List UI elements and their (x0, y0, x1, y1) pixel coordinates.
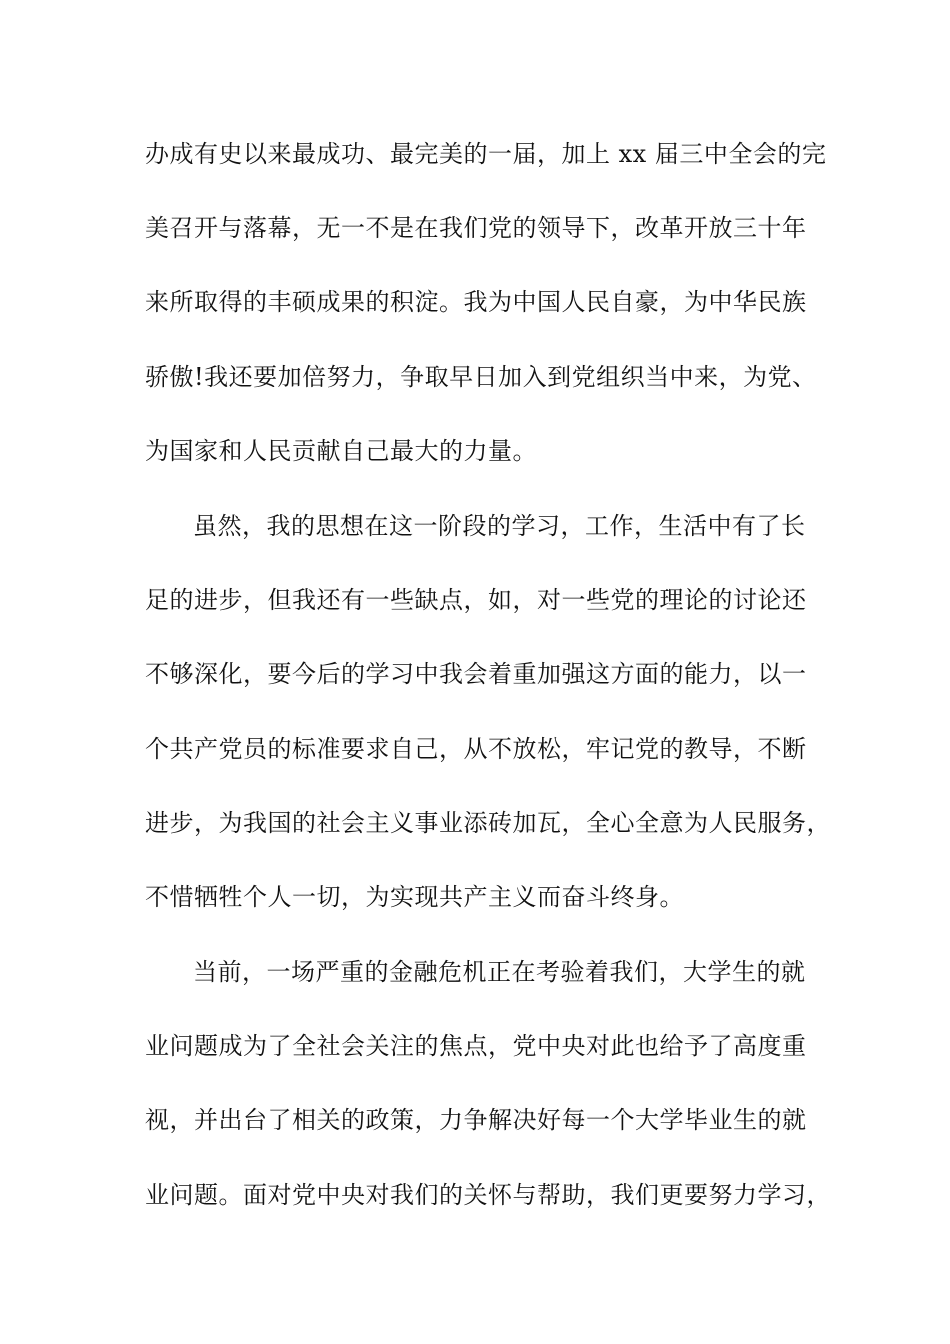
paragraph-start-line: 虽然，我的思想在这一阶段的学习，工作，生活中有了长 (193, 512, 806, 540)
text-line: 不够深化，要今后的学习中我会着重加强这方面的能力，以一 (145, 660, 807, 688)
text-line: 进步，为我国的社会主义事业添砖加瓦，全心全意为人民服务， (145, 809, 831, 837)
text-line: 办成有史以来最成功、最完美的一届，加上 xx 届三中全会的完 (145, 140, 827, 168)
text-line: 业问题成为了全社会关注的焦点，党中央对此也给予了高度重 (145, 1032, 807, 1060)
text-line: 足的进步，但我还有一些缺点，如，对一些党的理论的讨论还 (145, 586, 807, 614)
text-line: 来所取得的丰硕成果的积淀。我为中国人民自豪，为中华民族 (145, 288, 807, 316)
text-line: 业问题。面对党中央对我们的关怀与帮助，我们更要努力学习， (145, 1181, 831, 1209)
text-line: 骄傲!我还要加倍努力，争取早日加入到党组织当中来，为党、 (145, 363, 817, 391)
text-line: 为国家和人民贡献自己最大的力量。 (145, 437, 537, 465)
text-line: 视，并出台了相关的政策，力争解决好每一个大学毕业生的就 (145, 1106, 807, 1134)
paragraph-start-line: 当前，一场严重的金融危机正在考验着我们，大学生的就 (193, 958, 806, 986)
text-line: 个共产党员的标准要求自己，从不放松，牢记党的教导，不断 (145, 735, 807, 763)
text-line: 美召开与落幕，无一不是在我们党的领导下，改革开放三十年 (145, 214, 807, 242)
text-line: 不惜牺牲个人一切，为实现共产主义而奋斗终身。 (145, 883, 684, 911)
